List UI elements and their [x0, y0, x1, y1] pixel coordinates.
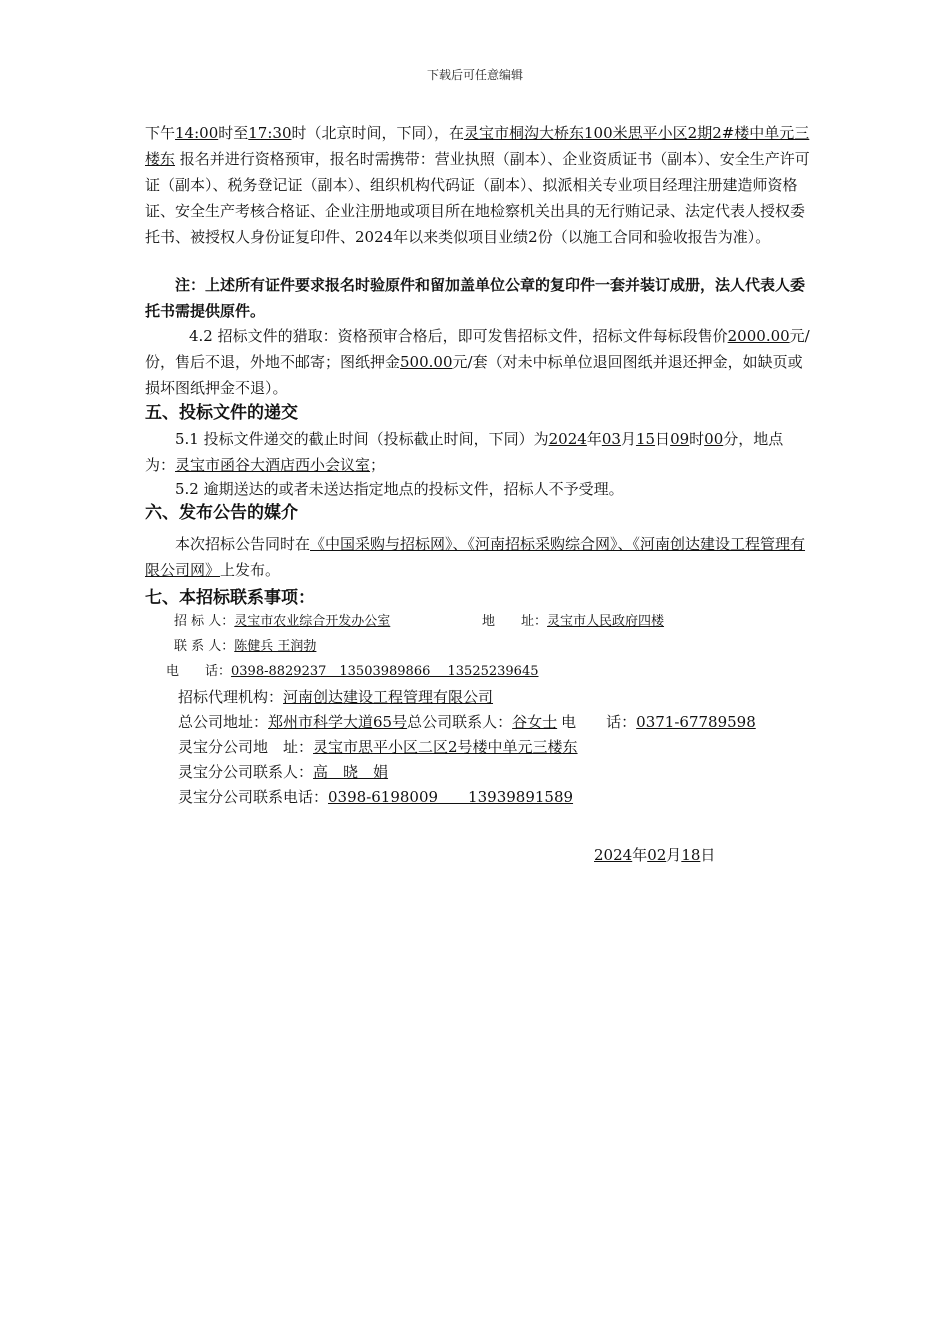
text: 月 [620, 430, 636, 448]
branch-address-row [178, 735, 578, 759]
label: 灵宝分公司联系电话： [178, 788, 329, 806]
phone-row [166, 662, 538, 682]
deadline-minute: 00 [704, 430, 724, 448]
section-4-2-paragraph [145, 323, 810, 401]
tenderer-value: 灵宝市农业综合开发办公室 [234, 614, 391, 629]
tenderer-row [174, 612, 462, 632]
label: 灵宝分公司地 址： [178, 738, 314, 756]
section-5-2-paragraph [145, 476, 810, 502]
label: 地 址： [482, 614, 548, 629]
note-paragraph [145, 272, 810, 324]
deadline-day: 15 [635, 430, 656, 448]
section-6-paragraph [145, 531, 810, 583]
text: 时至 [218, 124, 249, 142]
section-7-title: 七、本招标联系事项： [145, 588, 315, 608]
address-row [482, 612, 762, 632]
branch-phone-row [178, 785, 604, 809]
hq-phone-value: 0371-67789598 [636, 713, 756, 731]
contact-row [174, 637, 340, 657]
registration-place: 灵宝市桐沟大桥东100米思平小区2期2#楼中单元三楼东 [145, 124, 810, 168]
registration-paragraph [145, 120, 810, 250]
registration-end-time: 17:30 [248, 124, 292, 142]
submission-place: 灵宝市函谷大酒店西小会议室 [175, 456, 371, 474]
agency-value: 河南创达建设工程管理有限公司 [283, 688, 494, 706]
label: 总公司联系人： [407, 713, 513, 731]
text: ； [370, 456, 386, 474]
drawing-deposit: 500.00 [400, 353, 453, 371]
section-5-title: 五、投标文件的递交 [145, 403, 298, 423]
label: 电 话： [561, 713, 637, 731]
label: 招标代理机构： [178, 688, 284, 706]
branch-contact-value: 高 晓 娟 [313, 763, 389, 781]
text: 元/套（对未中标单位退回图纸并退还押金，如缺页或损坏图纸押金不退）。 [145, 353, 803, 397]
text: 月 [666, 846, 682, 864]
date-year: 2024 [594, 846, 633, 864]
date-day: 18 [681, 846, 701, 864]
text: 元/份，售后不退，外地不邮寄；图纸押金 [145, 327, 810, 371]
document-date [594, 843, 715, 867]
note-text: 注：上述所有证件要求报名时验原件和留加盖单位公章的复印件一套并装订成册，法人代表人委托书需提供原件。 [145, 276, 806, 320]
text: 年 [632, 846, 648, 864]
label: 灵宝分公司联系人： [178, 763, 314, 781]
deadline-hour: 09 [670, 430, 690, 448]
deadline-year: 2024 [548, 430, 587, 448]
text: 上发布。 [220, 561, 281, 579]
text: 时 [689, 430, 705, 448]
text: 下午 [145, 124, 176, 142]
text: 日 [655, 430, 671, 448]
section-5-1-paragraph [145, 426, 810, 478]
label: 电 话： [166, 664, 232, 679]
address-value: 灵宝市人民政府四楼 [547, 614, 665, 629]
branch-address-value: 灵宝市思平小区二区2号楼中单元三楼东 [313, 738, 578, 756]
hq-address-value: 郑州市科学大道65号 [268, 713, 408, 731]
branch-contact-row [178, 760, 563, 784]
contact-value: 陈健兵 王润勃 [234, 639, 317, 654]
text: 分，地点为： [145, 430, 784, 474]
page-header: 下载后可任意编辑 [426, 68, 523, 82]
publication-media: 《中国采购与招标网》、《河南招标采购综合网》、《河南创达建设工程管理有限公司网》 [145, 535, 806, 579]
label: 总公司地址： [178, 713, 269, 731]
hq-row [178, 710, 756, 734]
document-price: 2000.00 [727, 327, 790, 345]
deadline-month: 03 [601, 430, 621, 448]
phone-value: 0398-8829237 13503989866 13525239645 [231, 664, 539, 679]
hq-contact-value: 谷女士 [512, 713, 558, 731]
text: 4.2 招标文件的猎取：资格预审合格后，即可发售招标文件，招标文件每标段售价 [189, 327, 728, 345]
registration-start-time: 14:00 [175, 124, 219, 142]
text: 报名并进行资格预审，报名时需携带：营业执照（副本）、企业资质证书（副本）、安全生产许可证（副本）、税务登记证（副本）、组织机构代码证（副本）、拟派相关专业项目经理注册建造师资格证、安全生产考核合格证、企业注册地或项目所在地检察机关出具的无行贿记录、法定代表人授权委托书、被授权人身份证复印件、2024年以来类似项目业绩2份（以施工合同和验收报告为准）。 [145, 150, 810, 246]
branch-phone-value: 0398-6198009 13939891589 [328, 788, 574, 806]
text: 日 [700, 846, 716, 864]
date-month: 02 [647, 846, 667, 864]
agency-row [178, 685, 493, 709]
label: 招 标 人： [174, 614, 235, 629]
text: 5.1 投标文件递交的截止时间（投标截止时间，下同）为 [175, 430, 549, 448]
text: 时（北京时间，下同），在 [291, 124, 465, 142]
text: 本次招标公告同时在 [175, 535, 311, 553]
section-6-title: 六、发布公告的媒介 [145, 503, 298, 523]
text: 年 [586, 430, 602, 448]
text: 5.2 逾期送达的或者未送达指定地点的投标文件，招标人不予受理。 [175, 480, 624, 498]
label: 联 系 人： [174, 639, 235, 654]
